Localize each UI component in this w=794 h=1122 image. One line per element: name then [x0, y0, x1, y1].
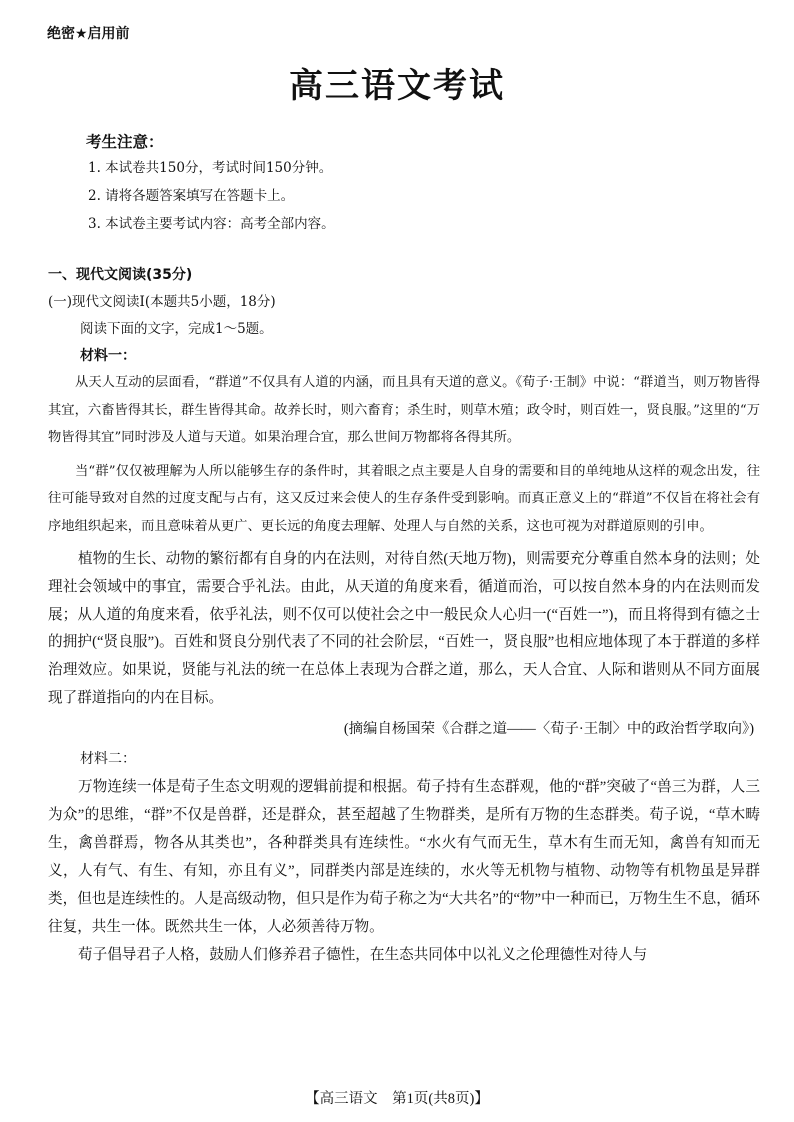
material-two-paragraph: 荀子倡导君子人格，鼓励人们修养君子德性，在生态共同体中以礼义之伦理德性对待人与: [78, 946, 648, 963]
notice-item: 2. 请将各题答案填写在答题卡上。: [88, 188, 295, 204]
subsection-heading: (一)现代文阅读Ⅰ(本题共5小题，18分): [48, 294, 276, 310]
material-one-paragraph: 从天人互动的层面看，“群道”不仅具有人道的内涵，而且具有天道的意义。《荀子·王制》中说：“群道当，则万物皆得其宜，六畜皆得其长，群生皆得其命。故养长时，则六畜育；杀生时，则草木殖；政令时，则百姓一，贤良服。”这里的“万物皆得其宜”同时涉及人道与天道。如果治理合宜，那么世间万物都将各得其所。: [48, 375, 760, 445]
material-one-label: 材料一：: [80, 348, 136, 364]
section-heading: 一、现代文阅读(35分): [48, 267, 193, 283]
candidate-notice: [84, 131, 335, 238]
section-modern-reading: [48, 264, 760, 969]
page-title: 高三语文考试: [289, 66, 505, 106]
material-two-paragraph: 万物连续一体是荀子生态文明观的逻辑前提和根据。荀子持有生态群观，他的“群”突破了“兽三为群，人三为众”的思维，“群”不仅是兽群，还是群众，甚至超越了生物群类，是所有万物的生态群类。荀子说，“草木畴生，禽兽群焉，物各从其类也”，各种群类具有连续性。“水火有气而无生，草木有生而无知，禽兽有知而无义，人有气、有生、有知，亦且有义”，同群类内部是连续的，水火等无机物与植物、动物等有机物虽是异群类，但也是连续性的。人是高级动物，但只是作为荀子称之为“大共名”的“物”中一种而已，万物生生不息，循环往复，共生一体。既然共生一体，人必须善待万物。: [48, 778, 760, 935]
material-two-label: 材料二：: [80, 750, 136, 767]
material-one-paragraph: 植物的生长、动物的繁衍都有自身的内在法则，对待自然(天地万物)，则需要充分尊重自然本身的法则；处理社会领域中的事宜，需要合乎礼法。由此，从天道的角度来看，循道而治，可以按自然本身的内在法则而发展；从人道的角度来看，依乎礼法，则不仅可以使社会之中一般民众人心归一(“百姓一”)，而且将得到有德之士的拥护(“贤良服”)。百姓和贤良分别代表了不同的社会阶层，“百姓一，贤良服”也相应地体现了本于群道的多样治理效应。如果说，贤能与礼法的统一在总体上表现为合群之道，那么，天人合宜、人际和谐则从不同方面展现了群道指向的内在目标。: [48, 551, 760, 706]
notice-item: 1. 本试卷共150分，考试时间150分钟。: [88, 160, 333, 176]
secret-mark: 绝密★启用前: [47, 26, 130, 42]
reading-instruction: 阅读下面的文字，完成1～5题。: [80, 321, 273, 337]
material-one-paragraph: 当“群”仅仅被理解为人所以能够生存的条件时，其着眼之点主要是人自身的需要和目的单纯地从这样的观念出发，往往可能导致对自然的过度支配与占有，这又反过来会使人的生存条件受到影响。而真正意义上的“群道”不仅旨在将社会有序地组织起来，而且意味着从更广、更长远的角度去理解、处理人与自然的关系，这也可视为对群道原则的引申。: [48, 463, 760, 534]
notice-list: [84, 154, 335, 238]
notice-item: 3. 本试卷主要考试内容：高考全部内容。: [88, 216, 335, 232]
notice-title: 考生注意：: [86, 133, 164, 151]
page-footer: 【高三语文 第1页(共8页)】: [305, 1091, 489, 1107]
material-one-citation: (摘编自杨国荣《合群之道——〈荀子·王制〉中的政治哲学取向》): [343, 720, 754, 737]
